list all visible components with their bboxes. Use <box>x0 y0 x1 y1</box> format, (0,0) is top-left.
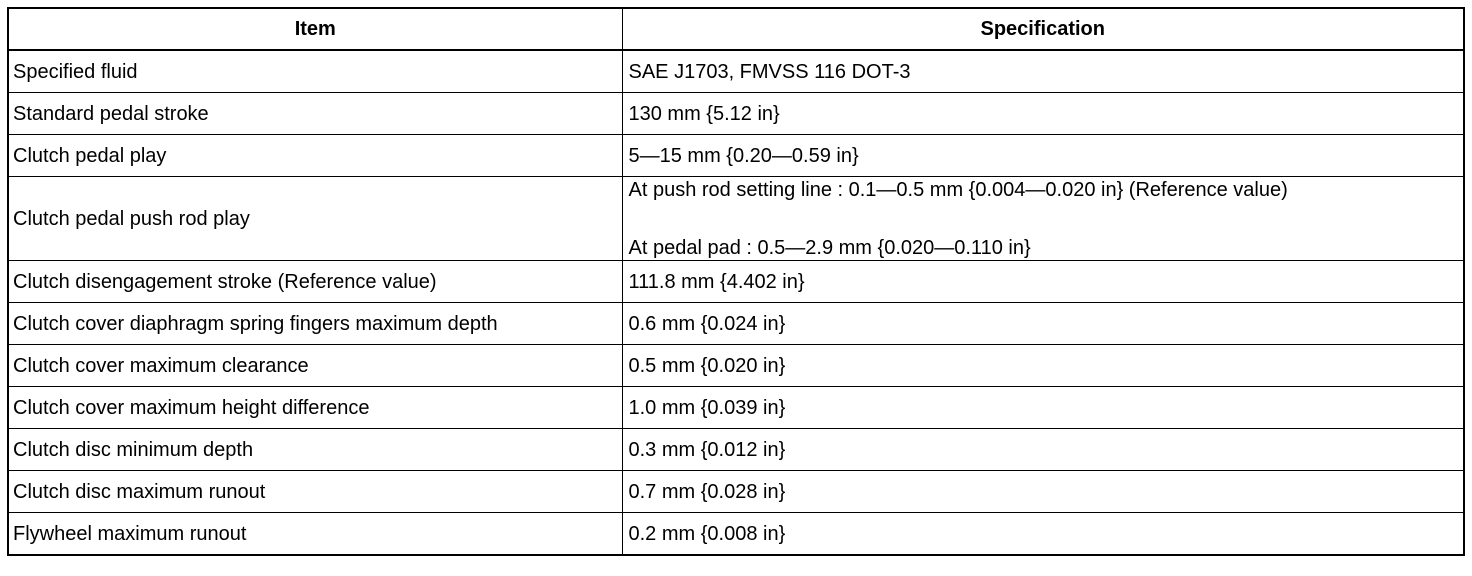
spec-cell: 5—15 mm {0.20—0.59 in} <box>622 135 1464 177</box>
item-cell: Clutch cover maximum clearance <box>8 345 622 387</box>
spec-cell: SAE J1703, FMVSS 116 DOT-3 <box>622 50 1464 93</box>
table-row <box>8 303 1464 345</box>
spec-cell: 111.8 mm {4.402 in} <box>622 261 1464 303</box>
item-cell: Clutch cover diaphragm spring fingers maximum depth <box>8 303 622 345</box>
spec-cell: 0.6 mm {0.024 in} <box>622 303 1464 345</box>
table-row <box>8 387 1464 429</box>
table-row <box>8 93 1464 135</box>
spec-cell: 0.2 mm {0.008 in} <box>622 513 1464 556</box>
item-cell: Clutch pedal play <box>8 135 622 177</box>
table-row <box>8 513 1464 556</box>
spec-line-push-rod-setting: At push rod setting line : 0.1—0.5 mm {0.004—0.020 in} (Reference value) <box>628 178 1288 201</box>
spec-cell: 0.7 mm {0.028 in} <box>622 471 1464 513</box>
spec-cell: 0.5 mm {0.020 in} <box>622 345 1464 387</box>
item-cell: Clutch pedal push rod play <box>8 177 622 261</box>
specification-column-header: Specification <box>622 8 1464 50</box>
item-cell: Flywheel maximum runout <box>8 513 622 556</box>
item-column-header: Item <box>8 8 622 50</box>
table-row <box>8 471 1464 513</box>
table-row <box>8 177 1464 261</box>
spec-cell: 1.0 mm {0.039 in} <box>622 387 1464 429</box>
spec-cell <box>622 177 1464 261</box>
item-cell: Standard pedal stroke <box>8 93 622 135</box>
item-cell: Clutch disc maximum runout <box>8 471 622 513</box>
table-row <box>8 261 1464 303</box>
table-row <box>8 135 1464 177</box>
item-cell: Clutch cover maximum height difference <box>8 387 622 429</box>
table-row <box>8 345 1464 387</box>
spec-cell: 0.3 mm {0.012 in} <box>622 429 1464 471</box>
header-row <box>8 8 1464 50</box>
item-cell: Clutch disc minimum depth <box>8 429 622 471</box>
table-row <box>8 50 1464 93</box>
spec-cell: 130 mm {5.12 in} <box>622 93 1464 135</box>
spec-table <box>7 7 1465 556</box>
table-row <box>8 429 1464 471</box>
item-cell: Clutch disengagement stroke (Reference value) <box>8 261 622 303</box>
spec-line-pedal-pad: At pedal pad : 0.5—2.9 mm {0.020—0.110 in} <box>628 236 1031 259</box>
item-cell: Specified fluid <box>8 50 622 93</box>
